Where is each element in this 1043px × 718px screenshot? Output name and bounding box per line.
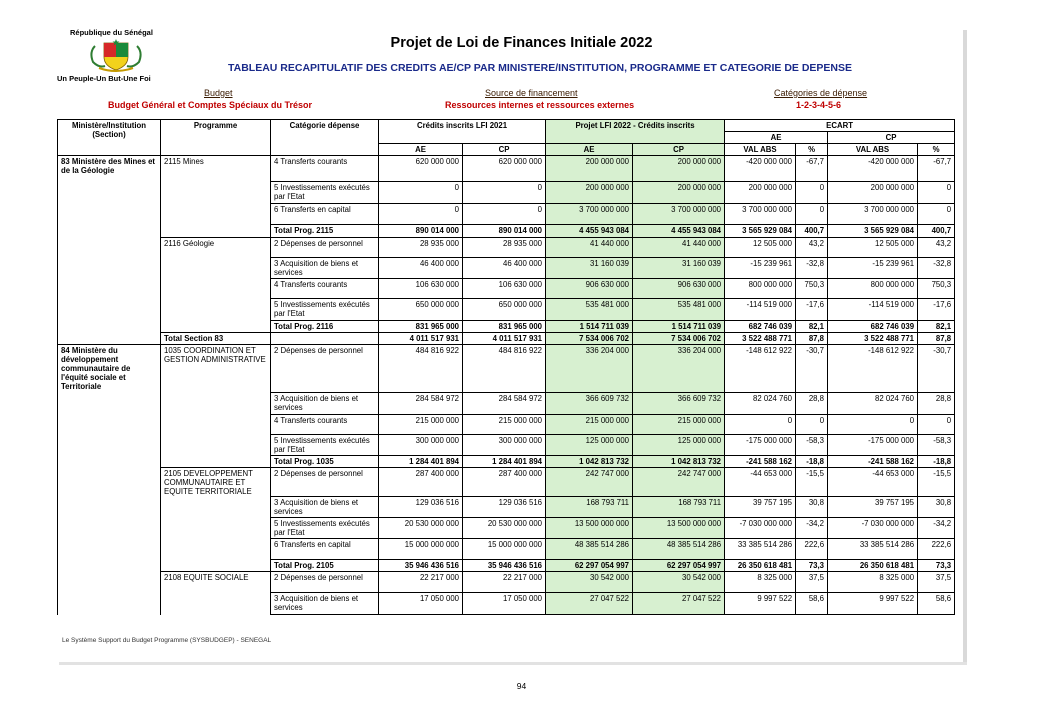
ecart-ae-valabs-cell: 3 700 000 000 [725, 204, 796, 225]
ecart-ae-pct-cell: 82,1 [796, 321, 828, 333]
ecart-ae-valabs-cell: 26 350 618 481 [725, 560, 796, 572]
col-ae-valabs: VAL ABS [725, 144, 796, 156]
plfi2022-cp-cell: 1 042 813 732 [633, 455, 725, 467]
table-row [58, 392, 955, 414]
ecart-ae-pct-cell: 87,8 [796, 333, 828, 345]
plfi2022-cp-cell: 168 793 711 [633, 497, 725, 518]
plfi2022-cp-cell: 336 204 000 [633, 345, 725, 393]
ecart-ae-valabs-cell: 39 757 195 [725, 497, 796, 518]
ecart-cp-valabs-cell: -420 000 000 [828, 156, 918, 182]
ecart-ae-pct-cell: 0 [796, 414, 828, 434]
ecart-ae-pct-cell: -58,3 [796, 434, 828, 455]
ecart-cp-valabs-cell: 800 000 000 [828, 279, 918, 299]
programme-cell [161, 414, 271, 434]
programme-cell: Total Section 83 [161, 333, 271, 345]
plfi2022-ae-cell: 4 455 943 084 [546, 225, 633, 238]
ministere-cell [58, 258, 161, 279]
ecart-cp-pct-cell: -30,7 [918, 345, 955, 393]
ecart-ae-pct-cell: -15,5 [796, 467, 828, 497]
plfi2022-ae-cell: 41 440 000 [546, 238, 633, 258]
lfi2021-ae-cell: 484 816 922 [379, 345, 463, 393]
lfi2021-cp-cell: 22 217 000 [463, 572, 546, 593]
programme-cell [161, 497, 271, 518]
col-lfi2021: Crédits inscrits LFI 2021 [379, 120, 546, 144]
plfi2022-cp-cell: 366 609 732 [633, 392, 725, 414]
plfi2022-cp-cell: 31 160 039 [633, 258, 725, 279]
table-row [58, 593, 955, 615]
lfi2021-ae-cell: 17 050 000 [379, 593, 463, 615]
ecart-cp-pct-cell: -18,8 [918, 455, 955, 467]
ecart-cp-pct-cell: 43,2 [918, 238, 955, 258]
lfi2021-ae-cell: 890 014 000 [379, 225, 463, 238]
plfi2022-cp-cell: 48 385 514 286 [633, 539, 725, 560]
ecart-cp-valabs-cell: -114 519 000 [828, 299, 918, 321]
categorie-cell: Total Prog. 1035 [271, 455, 379, 467]
ecart-cp-pct-cell: 82,1 [918, 321, 955, 333]
lfi2021-cp-cell: 20 530 000 000 [463, 518, 546, 539]
plfi2022-ae-cell: 62 297 054 997 [546, 560, 633, 572]
lfi2021-ae-cell: 22 217 000 [379, 572, 463, 593]
categorie-cell: 4 Transferts courants [271, 414, 379, 434]
ecart-ae-pct-cell: 400,7 [796, 225, 828, 238]
programme-cell [161, 593, 271, 615]
col-ae-pct: % [796, 144, 828, 156]
ecart-cp-valabs-cell: 682 746 039 [828, 321, 918, 333]
table-row [58, 238, 955, 258]
plfi2022-ae-cell: 215 000 000 [546, 414, 633, 434]
ecart-ae-valabs-cell: -148 612 922 [725, 345, 796, 393]
lfi2021-cp-cell: 831 965 000 [463, 321, 546, 333]
categorie-cell: 3 Acquisition de biens et services [271, 258, 379, 279]
ecart-cp-pct-cell: 400,7 [918, 225, 955, 238]
ecart-cp-pct-cell: 0 [918, 414, 955, 434]
plfi2022-ae-cell: 366 609 732 [546, 392, 633, 414]
col-2022-ae: AE [546, 144, 633, 156]
plfi2022-cp-cell: 215 000 000 [633, 414, 725, 434]
plfi2022-cp-cell: 242 747 000 [633, 467, 725, 497]
table-row [58, 572, 955, 593]
col-ecart-ae: AE [725, 132, 828, 144]
plfi2022-cp-cell: 13 500 000 000 [633, 518, 725, 539]
ecart-ae-pct-cell: 0 [796, 204, 828, 225]
ecart-ae-valabs-cell: 12 505 000 [725, 238, 796, 258]
categorie-cell: Total Prog. 2105 [271, 560, 379, 572]
ecart-cp-valabs-cell: -241 588 162 [828, 455, 918, 467]
ecart-ae-valabs-cell: -175 000 000 [725, 434, 796, 455]
plfi2022-ae-cell: 125 000 000 [546, 434, 633, 455]
categorie-cell: 4 Transferts courants [271, 156, 379, 182]
categorie-cell: 5 Investissements exécutés par l'Etat [271, 434, 379, 455]
ecart-cp-pct-cell: 73,3 [918, 560, 955, 572]
plfi2022-cp-cell: 906 630 000 [633, 279, 725, 299]
ecart-ae-pct-cell: 58,6 [796, 593, 828, 615]
table-row [58, 156, 955, 182]
plfi2022-cp-cell: 200 000 000 [633, 182, 725, 204]
plfi2022-ae-cell: 906 630 000 [546, 279, 633, 299]
plfi2022-ae-cell: 13 500 000 000 [546, 518, 633, 539]
lfi2021-cp-cell: 287 400 000 [463, 467, 546, 497]
lfi2021-cp-cell: 1 284 401 894 [463, 455, 546, 467]
lfi2021-cp-cell: 620 000 000 [463, 156, 546, 182]
categorie-cell: 5 Investissements exécutés par l'Etat [271, 299, 379, 321]
categorie-cell: Total Prog. 2116 [271, 321, 379, 333]
plfi2022-ae-cell: 200 000 000 [546, 156, 633, 182]
program-total-row [58, 225, 955, 238]
programme-cell [161, 204, 271, 225]
ministere-cell [58, 279, 161, 299]
table-row [58, 434, 955, 455]
lfi2021-cp-cell: 284 584 972 [463, 392, 546, 414]
plfi2022-cp-cell: 4 455 943 084 [633, 225, 725, 238]
lfi2021-ae-cell: 284 584 972 [379, 392, 463, 414]
lfi2021-ae-cell: 215 000 000 [379, 414, 463, 434]
table-row [58, 497, 955, 518]
programme-cell: 2115 Mines [161, 156, 271, 182]
ecart-ae-valabs-cell: -15 239 961 [725, 258, 796, 279]
lfi2021-cp-cell: 0 [463, 182, 546, 204]
ecart-cp-valabs-cell: 9 997 522 [828, 593, 918, 615]
ministere-cell [58, 414, 161, 434]
plfi2022-ae-cell: 31 160 039 [546, 258, 633, 279]
ministere-cell [58, 497, 161, 518]
ecart-ae-valabs-cell: 33 385 514 286 [725, 539, 796, 560]
ministere-cell [58, 434, 161, 455]
lfi2021-ae-cell: 1 284 401 894 [379, 455, 463, 467]
lfi2021-cp-cell: 46 400 000 [463, 258, 546, 279]
lfi2021-cp-cell: 106 630 000 [463, 279, 546, 299]
ecart-cp-valabs-cell: 39 757 195 [828, 497, 918, 518]
plfi2022-cp-cell: 30 542 000 [633, 572, 725, 593]
ministere-cell [58, 467, 161, 497]
ministere-cell [58, 182, 161, 204]
categorie-cell: Total Prog. 2115 [271, 225, 379, 238]
programme-cell [161, 321, 271, 333]
table-row [58, 299, 955, 321]
ecart-cp-pct-cell: 0 [918, 182, 955, 204]
lfi2021-ae-cell: 4 011 517 931 [379, 333, 463, 345]
lfi2021-ae-cell: 620 000 000 [379, 156, 463, 182]
plfi2022-ae-cell: 1 514 711 039 [546, 321, 633, 333]
source-label: Source de financement [485, 88, 578, 98]
programme-cell [161, 258, 271, 279]
categorie-cell: 3 Acquisition de biens et services [271, 497, 379, 518]
ecart-cp-pct-cell: -67,7 [918, 156, 955, 182]
table-row [58, 518, 955, 539]
program-total-row [58, 560, 955, 572]
categories-value: 1-2-3-4-5-6 [796, 100, 842, 110]
lfi2021-ae-cell: 0 [379, 204, 463, 225]
document-title: Projet de Loi de Finances Initiale 2022 [390, 35, 653, 51]
lfi2021-cp-cell: 15 000 000 000 [463, 539, 546, 560]
col-ecart: ECART [725, 120, 955, 132]
plfi2022-ae-cell: 1 042 813 732 [546, 455, 633, 467]
ecart-cp-valabs-cell: -7 030 000 000 [828, 518, 918, 539]
table-row [58, 279, 955, 299]
ecart-cp-valabs-cell: 200 000 000 [828, 182, 918, 204]
ecart-ae-valabs-cell: -44 653 000 [725, 467, 796, 497]
col-2021-ae: AE [379, 144, 463, 156]
plfi2022-cp-cell: 1 514 711 039 [633, 321, 725, 333]
table-row [58, 345, 955, 393]
plfi2022-ae-cell: 7 534 006 702 [546, 333, 633, 345]
ecart-cp-valabs-cell: 12 505 000 [828, 238, 918, 258]
republic-label: République du Sénégal [70, 28, 153, 37]
ecart-cp-pct-cell: 37,5 [918, 572, 955, 593]
categorie-cell: 6 Transferts en capital [271, 539, 379, 560]
lfi2021-ae-cell: 300 000 000 [379, 434, 463, 455]
program-total-row [58, 321, 955, 333]
categorie-cell: 2 Dépenses de personnel [271, 572, 379, 593]
plfi2022-cp-cell: 535 481 000 [633, 299, 725, 321]
ecart-ae-valabs-cell: -241 588 162 [725, 455, 796, 467]
programme-cell [161, 539, 271, 560]
lfi2021-ae-cell: 46 400 000 [379, 258, 463, 279]
ecart-ae-pct-cell: -18,8 [796, 455, 828, 467]
page-shadow-bottom [59, 662, 967, 665]
lfi2021-cp-cell: 890 014 000 [463, 225, 546, 238]
ecart-ae-pct-cell: 30,8 [796, 497, 828, 518]
lfi2021-ae-cell: 650 000 000 [379, 299, 463, 321]
document-subtitle: TABLEAU RECAPITULATIF DES CREDITS AE/CP PAR MINISTERE/INSTITUTION, PROGRAMME ET CATEGORIE DE DEPENSE [228, 62, 853, 74]
plfi2022-ae-cell: 3 700 000 000 [546, 204, 633, 225]
ministere-cell [58, 238, 161, 258]
ecart-ae-valabs-cell: 3 565 929 084 [725, 225, 796, 238]
ecart-cp-valabs-cell: -175 000 000 [828, 434, 918, 455]
ecart-ae-valabs-cell: -114 519 000 [725, 299, 796, 321]
plfi2022-cp-cell: 7 534 006 702 [633, 333, 725, 345]
ecart-cp-pct-cell: 58,6 [918, 593, 955, 615]
ministere-cell [58, 593, 161, 615]
lfi2021-cp-cell: 17 050 000 [463, 593, 546, 615]
col-2021-cp: CP [463, 144, 546, 156]
col-ministere: Ministère/Institution (Section) [58, 120, 161, 156]
ecart-cp-pct-cell: -58,3 [918, 434, 955, 455]
programme-cell: 1035 COORDINATION ET GESTION ADMINISTRATIVE [161, 345, 271, 393]
programme-cell [161, 518, 271, 539]
ministere-cell [58, 225, 161, 238]
plfi2022-ae-cell: 535 481 000 [546, 299, 633, 321]
lfi2021-ae-cell: 287 400 000 [379, 467, 463, 497]
lfi2021-cp-cell: 484 816 922 [463, 345, 546, 393]
ecart-ae-pct-cell: -67,7 [796, 156, 828, 182]
lfi2021-ae-cell: 28 935 000 [379, 238, 463, 258]
ecart-ae-valabs-cell: -420 000 000 [725, 156, 796, 182]
plfi2022-ae-cell: 48 385 514 286 [546, 539, 633, 560]
motto-label: Un Peuple-Un But-Une Foi [57, 74, 151, 83]
ecart-ae-pct-cell: -30,7 [796, 345, 828, 393]
ministere-cell [58, 333, 161, 345]
ministere-cell [58, 560, 161, 572]
plfi2022-ae-cell: 168 793 711 [546, 497, 633, 518]
credits-table [57, 119, 955, 615]
ecart-ae-pct-cell: 0 [796, 182, 828, 204]
ecart-cp-valabs-cell: 26 350 618 481 [828, 560, 918, 572]
ecart-cp-pct-cell: -34,2 [918, 518, 955, 539]
lfi2021-ae-cell: 20 530 000 000 [379, 518, 463, 539]
ecart-cp-valabs-cell: 0 [828, 414, 918, 434]
lfi2021-ae-cell: 129 036 516 [379, 497, 463, 518]
table-row [58, 467, 955, 497]
programme-cell [161, 279, 271, 299]
program-total-row [58, 455, 955, 467]
ecart-ae-pct-cell: -32,8 [796, 258, 828, 279]
ecart-ae-valabs-cell: 682 746 039 [725, 321, 796, 333]
categorie-cell: 2 Dépenses de personnel [271, 238, 379, 258]
col-2022-cp: CP [633, 144, 725, 156]
ecart-cp-pct-cell: 87,8 [918, 333, 955, 345]
lfi2021-cp-cell: 300 000 000 [463, 434, 546, 455]
categorie-cell: 4 Transferts courants [271, 279, 379, 299]
plfi2022-ae-cell: 27 047 522 [546, 593, 633, 615]
ministere-cell [58, 299, 161, 321]
programme-cell [161, 299, 271, 321]
col-ecart-cp: CP [828, 132, 955, 144]
table-row [58, 258, 955, 279]
ministere-cell [58, 518, 161, 539]
categorie-cell: 3 Acquisition de biens et services [271, 392, 379, 414]
col-programme: Programme [161, 120, 271, 156]
ecart-cp-pct-cell: 30,8 [918, 497, 955, 518]
categorie-cell [271, 333, 379, 345]
table-row [58, 204, 955, 225]
ecart-ae-pct-cell: 750,3 [796, 279, 828, 299]
ecart-ae-valabs-cell: 9 997 522 [725, 593, 796, 615]
plfi2022-ae-cell: 200 000 000 [546, 182, 633, 204]
table-row [58, 414, 955, 434]
lfi2021-cp-cell: 650 000 000 [463, 299, 546, 321]
programme-cell [161, 455, 271, 467]
ecart-cp-valabs-cell: 3 565 929 084 [828, 225, 918, 238]
ecart-ae-pct-cell: -17,6 [796, 299, 828, 321]
ecart-cp-pct-cell: 222,6 [918, 539, 955, 560]
page-number: 94 [516, 681, 527, 691]
source-value: Ressources internes et ressources externes [445, 100, 635, 110]
ecart-ae-pct-cell: 73,3 [796, 560, 828, 572]
ministere-cell [58, 321, 161, 333]
ministere-cell: 83 Ministère des Mines et de la Géologie [58, 156, 161, 182]
footer-text: Le Système Support du Budget Programme (SYSBUDGEP) - SENEGAL [62, 637, 272, 644]
ecart-ae-pct-cell: 37,5 [796, 572, 828, 593]
ecart-ae-valabs-cell: 0 [725, 414, 796, 434]
ecart-cp-valabs-cell: -148 612 922 [828, 345, 918, 393]
section-total-row [58, 333, 955, 345]
budget-value: Budget Général et Comptes Spéciaux du Trésor [108, 100, 313, 110]
ecart-cp-pct-cell: -17,6 [918, 299, 955, 321]
plfi2022-cp-cell: 62 297 054 997 [633, 560, 725, 572]
ecart-cp-valabs-cell: -15 239 961 [828, 258, 918, 279]
ecart-cp-valabs-cell: 3 522 488 771 [828, 333, 918, 345]
programme-cell: 2108 EQUITE SOCIALE [161, 572, 271, 593]
ecart-ae-pct-cell: 43,2 [796, 238, 828, 258]
programme-cell: 2116 Géologie [161, 238, 271, 258]
programme-cell [161, 392, 271, 414]
categorie-cell: 3 Acquisition de biens et services [271, 593, 379, 615]
ecart-cp-pct-cell: 28,8 [918, 392, 955, 414]
lfi2021-cp-cell: 28 935 000 [463, 238, 546, 258]
page-shadow-right [963, 30, 967, 662]
categorie-cell: 6 Transferts en capital [271, 204, 379, 225]
lfi2021-cp-cell: 4 011 517 931 [463, 333, 546, 345]
ministere-cell [58, 455, 161, 467]
ministere-cell [58, 539, 161, 560]
plfi2022-ae-cell: 30 542 000 [546, 572, 633, 593]
programme-cell: 2105 DEVELOPPEMENT COMMUNAUTAIRE ET EQUITE TERRITORIALE [161, 467, 271, 497]
plfi2022-ae-cell: 242 747 000 [546, 467, 633, 497]
col-cp-pct: % [918, 144, 955, 156]
lfi2021-cp-cell: 0 [463, 204, 546, 225]
categorie-cell: 5 Investissements exécutés par l'Etat [271, 518, 379, 539]
plfi2022-cp-cell: 200 000 000 [633, 156, 725, 182]
ecart-cp-valabs-cell: -44 653 000 [828, 467, 918, 497]
col-categorie: Catégorie dépense [271, 120, 379, 156]
ecart-cp-pct-cell: 750,3 [918, 279, 955, 299]
ecart-ae-valabs-cell: 800 000 000 [725, 279, 796, 299]
lfi2021-cp-cell: 215 000 000 [463, 414, 546, 434]
ecart-cp-valabs-cell: 33 385 514 286 [828, 539, 918, 560]
programme-cell [161, 434, 271, 455]
programme-cell [161, 560, 271, 572]
categorie-cell: 2 Dépenses de personnel [271, 345, 379, 393]
ecart-ae-valabs-cell: 82 024 760 [725, 392, 796, 414]
plfi2022-ae-cell: 336 204 000 [546, 345, 633, 393]
table-row [58, 539, 955, 560]
col-cp-valabs: VAL ABS [828, 144, 918, 156]
lfi2021-ae-cell: 831 965 000 [379, 321, 463, 333]
ecart-ae-pct-cell: 222,6 [796, 539, 828, 560]
ecart-cp-valabs-cell: 82 024 760 [828, 392, 918, 414]
lfi2021-ae-cell: 0 [379, 182, 463, 204]
ecart-cp-pct-cell: -32,8 [918, 258, 955, 279]
table-row [58, 182, 955, 204]
plfi2022-cp-cell: 41 440 000 [633, 238, 725, 258]
lfi2021-cp-cell: 129 036 516 [463, 497, 546, 518]
ecart-ae-valabs-cell: 8 325 000 [725, 572, 796, 593]
categories-label: Catégories de dépense [774, 88, 868, 98]
programme-cell [161, 225, 271, 238]
categorie-cell: 2 Dépenses de personnel [271, 467, 379, 497]
ecart-cp-valabs-cell: 8 325 000 [828, 572, 918, 593]
lfi2021-ae-cell: 35 946 436 516 [379, 560, 463, 572]
ministere-cell [58, 204, 161, 225]
plfi2022-cp-cell: 125 000 000 [633, 434, 725, 455]
categorie-cell: 5 Investissements exécutés par l'Etat [271, 182, 379, 204]
ecart-ae-pct-cell: 28,8 [796, 392, 828, 414]
ecart-ae-valabs-cell: 3 522 488 771 [725, 333, 796, 345]
lfi2021-ae-cell: 15 000 000 000 [379, 539, 463, 560]
col-plfi2022: Projet LFI 2022 - Crédits inscrits [546, 120, 725, 144]
ministere-cell [58, 392, 161, 414]
ministere-cell: 84 Ministère du développement communautaire de l'équité sociale et Territoriale [58, 345, 161, 393]
programme-cell [161, 182, 271, 204]
ministere-cell [58, 572, 161, 593]
ecart-cp-pct-cell: 0 [918, 204, 955, 225]
ecart-cp-valabs-cell: 3 700 000 000 [828, 204, 918, 225]
ecart-cp-pct-cell: -15,5 [918, 467, 955, 497]
plfi2022-cp-cell: 27 047 522 [633, 593, 725, 615]
ecart-ae-pct-cell: -34,2 [796, 518, 828, 539]
budget-label: Budget [204, 88, 233, 98]
ecart-ae-valabs-cell: -7 030 000 000 [725, 518, 796, 539]
lfi2021-cp-cell: 35 946 436 516 [463, 560, 546, 572]
plfi2022-cp-cell: 3 700 000 000 [633, 204, 725, 225]
ecart-ae-valabs-cell: 200 000 000 [725, 182, 796, 204]
lfi2021-ae-cell: 106 630 000 [379, 279, 463, 299]
